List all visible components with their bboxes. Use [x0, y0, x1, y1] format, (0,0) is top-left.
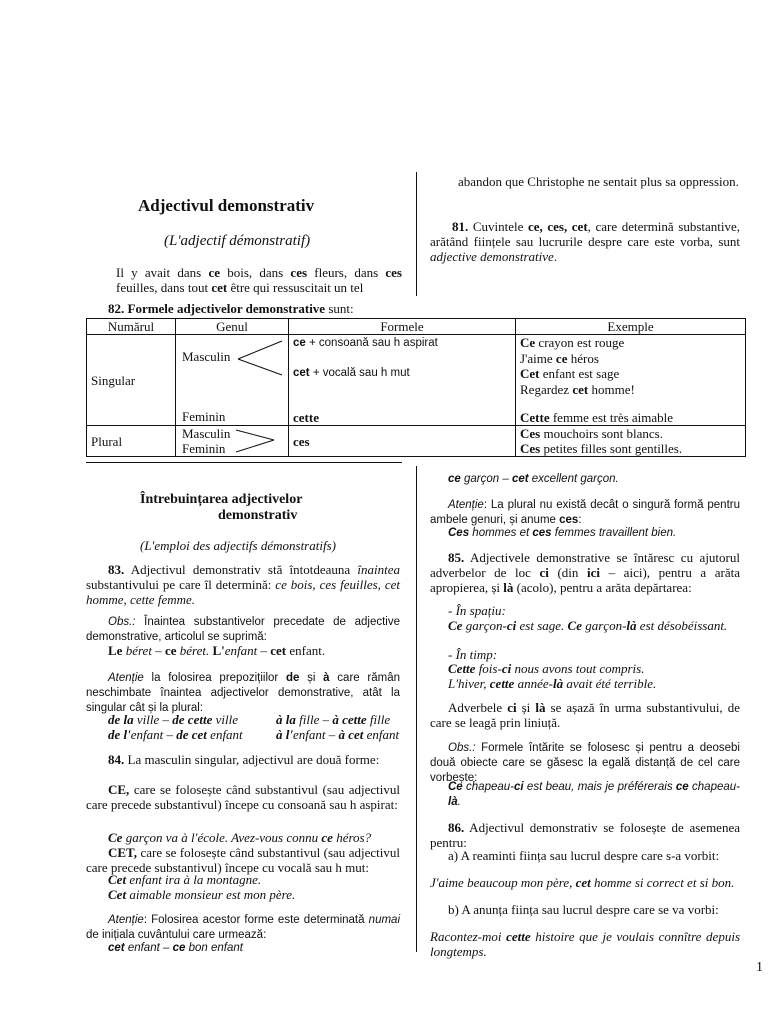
attention-plural: Atenție: La plural nu există decât o singură formă pentru ambele genuri, și anume ces: [430, 499, 740, 526]
cet-example-2: Cet aimable monsieur est mon père. [108, 887, 296, 902]
observation-2-example: Ce chapeau-ci est beau, mais je préférerais ce chapeau-là. [448, 781, 740, 808]
in-time-label: - În timp: [448, 647, 498, 662]
point-a: a) A reaminti ființa sau lucrul despre care s-a vorbit: [448, 848, 720, 863]
section-subtitle: (L'emploi des adjectifs démonstratifs) [140, 538, 336, 553]
ce-rule: CE, care se folosește când substantivul (sau adjectivul care precede substantivul) începe cu consoană sau h aspirat: [86, 782, 400, 812]
adverbs-paragraph: Adverbele ci și là se așază în urma substantivului, de care se leagă prin liniuță. [430, 700, 740, 730]
observation-1: Obs.: Înaintea substantivelor precedate de adjective demonstrative, articolul se suprimă: [86, 616, 400, 643]
top-column-divider [416, 172, 417, 296]
header-number: Numărul [87, 319, 176, 335]
label-feminin: Feminin [182, 441, 226, 456]
cet-example-1: Cet enfant ira à la montagne. [108, 872, 262, 887]
cell-singular-gender [176, 335, 289, 426]
paragraph-86: 86. Adjectivul demonstrativ se folosește de asemenea pentru: [430, 820, 740, 850]
form-ce: ce + consoană sau h aspirat [293, 337, 438, 349]
table-row-plural [87, 426, 746, 457]
page-number: 1 [756, 960, 763, 975]
section-title: Întrebuințarea adjectivelor demonstrativ [140, 492, 303, 523]
page-subtitle: (L'adjectif démonstratif) [164, 233, 311, 249]
attention-2: Atenție: Folosirea acestor forme este determinată numai de inițiala cuvântului care urmează: [86, 914, 400, 941]
right-top-example: ce garçon – cet excellent garçon. [448, 473, 619, 485]
attention-1: Atenție la folosirea prepozițiilor de și à care rămân neschimbate înaintea adjectivelor demonstrative, atât la singular cât și la plural: [86, 672, 400, 714]
paragraph-82-heading: 82. Formele adjectivelor demonstrative sunt: [108, 301, 354, 316]
pair-row: de l'enfant – de cet enfant à l'enfant – à cet enfant [108, 727, 400, 742]
cell-plural-gender [176, 426, 289, 457]
attention-plural-example: Ces hommes et ces femmes travaillent bien. [448, 527, 677, 539]
cell-singular-examples [516, 335, 746, 426]
label-masculin: Masculin [182, 349, 231, 364]
paragraph-81: 81. Cuvintele ce, ces, cet, care determină substantive, arătând ființele sau lucrurile despre care este vorba, sunt adjective demonstrative. [430, 219, 741, 264]
example-line: Cet enfant est sage [520, 366, 620, 381]
form-cette: cette [293, 410, 319, 425]
bracket-arrow-plural [234, 426, 284, 456]
bracket-arrow-singular [236, 337, 286, 377]
cell-plural: Plural [87, 426, 176, 457]
header-gender: Genul [176, 319, 289, 335]
intro-paragraph: Il y avait dans ce bois, dans ces fleurs, dans ces feuilles, dans tout cet être qui ressuscitait un tel [116, 265, 402, 295]
header-examples: Exemple [516, 319, 746, 335]
bottom-column-divider [416, 466, 417, 952]
paragraph-84: 84. La masculin singular, adjectivul are două forme: [108, 752, 380, 767]
point-b-example: Racontez-moi cette histoire que je voulais connître depuis longtemps. [430, 929, 740, 959]
example-line: J'aime ce héros [520, 351, 599, 366]
paragraph-85: 85. Adjectivele demonstrative se întăresc cu ajutorul adverbelor de loc ci (din ici – aici), pentru a arăta apropierea, și là (acolo), pentru a arăta depărtarea: [430, 550, 741, 595]
header-forms: Formele [289, 319, 516, 335]
observation-1-example: Le béret – ce béret. L'enfant – cet enfant. [108, 643, 326, 658]
example-line: Ces petites filles sont gentilles. [520, 441, 683, 456]
in-time-example-2: L'hiver, cette année-là avait été terrible. [448, 676, 657, 691]
forms-table [86, 318, 746, 457]
table-header-row [87, 319, 746, 335]
example-line: Regardez cet homme! [520, 382, 635, 397]
cell-plural-forms: ces [289, 426, 516, 457]
section-divider-left [86, 462, 402, 463]
ce-example: Ce garçon va à l'école. Avez-vous connu ce héros? [108, 830, 372, 845]
observation-2: Obs.: Formele întărite se folosesc și pentru a deosebi două obiecte care se găsesc la egală distanță de cel care vorbește: [430, 742, 740, 784]
example-line: Ces mouchoirs sont blancs. [520, 426, 663, 441]
label-masculin: Masculin [182, 426, 231, 441]
cell-plural-examples [516, 426, 746, 457]
continuation-text: abandon que Christophe ne sentait plus sa oppression. [458, 174, 739, 189]
example-line: Ce crayon est rouge [520, 335, 625, 350]
point-a-example: J'aime beaucoup mon père, cet homme si correct et si bon. [430, 875, 735, 890]
table-row-singular [87, 335, 746, 426]
pair-row: de la ville – de cette ville à la fille – à cette fille [108, 712, 391, 727]
example-line: Cette femme est très aimable [520, 410, 674, 425]
in-space-example: Ce garçon-ci est sage. Ce garçon-là est désobéissant. [448, 618, 728, 633]
cet-rule: CET, care se folosește când substantivul (sau adjectivul care precede substantivul) începe cu vocală sau h mut: [86, 845, 400, 875]
label-feminin: Feminin [182, 409, 226, 424]
cell-singular-forms [289, 335, 516, 426]
paragraph-83: 83. Adjectivul demonstrativ stă întotdeauna înaintea substantivului pe care îl determină: ce bois, ces feuilles, cet homme, cette femme. [86, 562, 400, 607]
in-time-example-1: Cette fois-ci nous avons tout compris. [448, 661, 645, 676]
page-title: Adjectivul demonstrativ [138, 196, 315, 215]
point-b: b) A anunța ființa sau lucrul despre care se va vorbi: [448, 902, 719, 917]
preposition-pairs [108, 712, 408, 742]
form-cet: cet + vocală sau h mut [293, 367, 410, 379]
cell-singular: Singular [87, 335, 176, 426]
in-space-label: - În spațiu: [448, 603, 506, 618]
attention-2-example: cet enfant – ce bon enfant [108, 942, 243, 954]
